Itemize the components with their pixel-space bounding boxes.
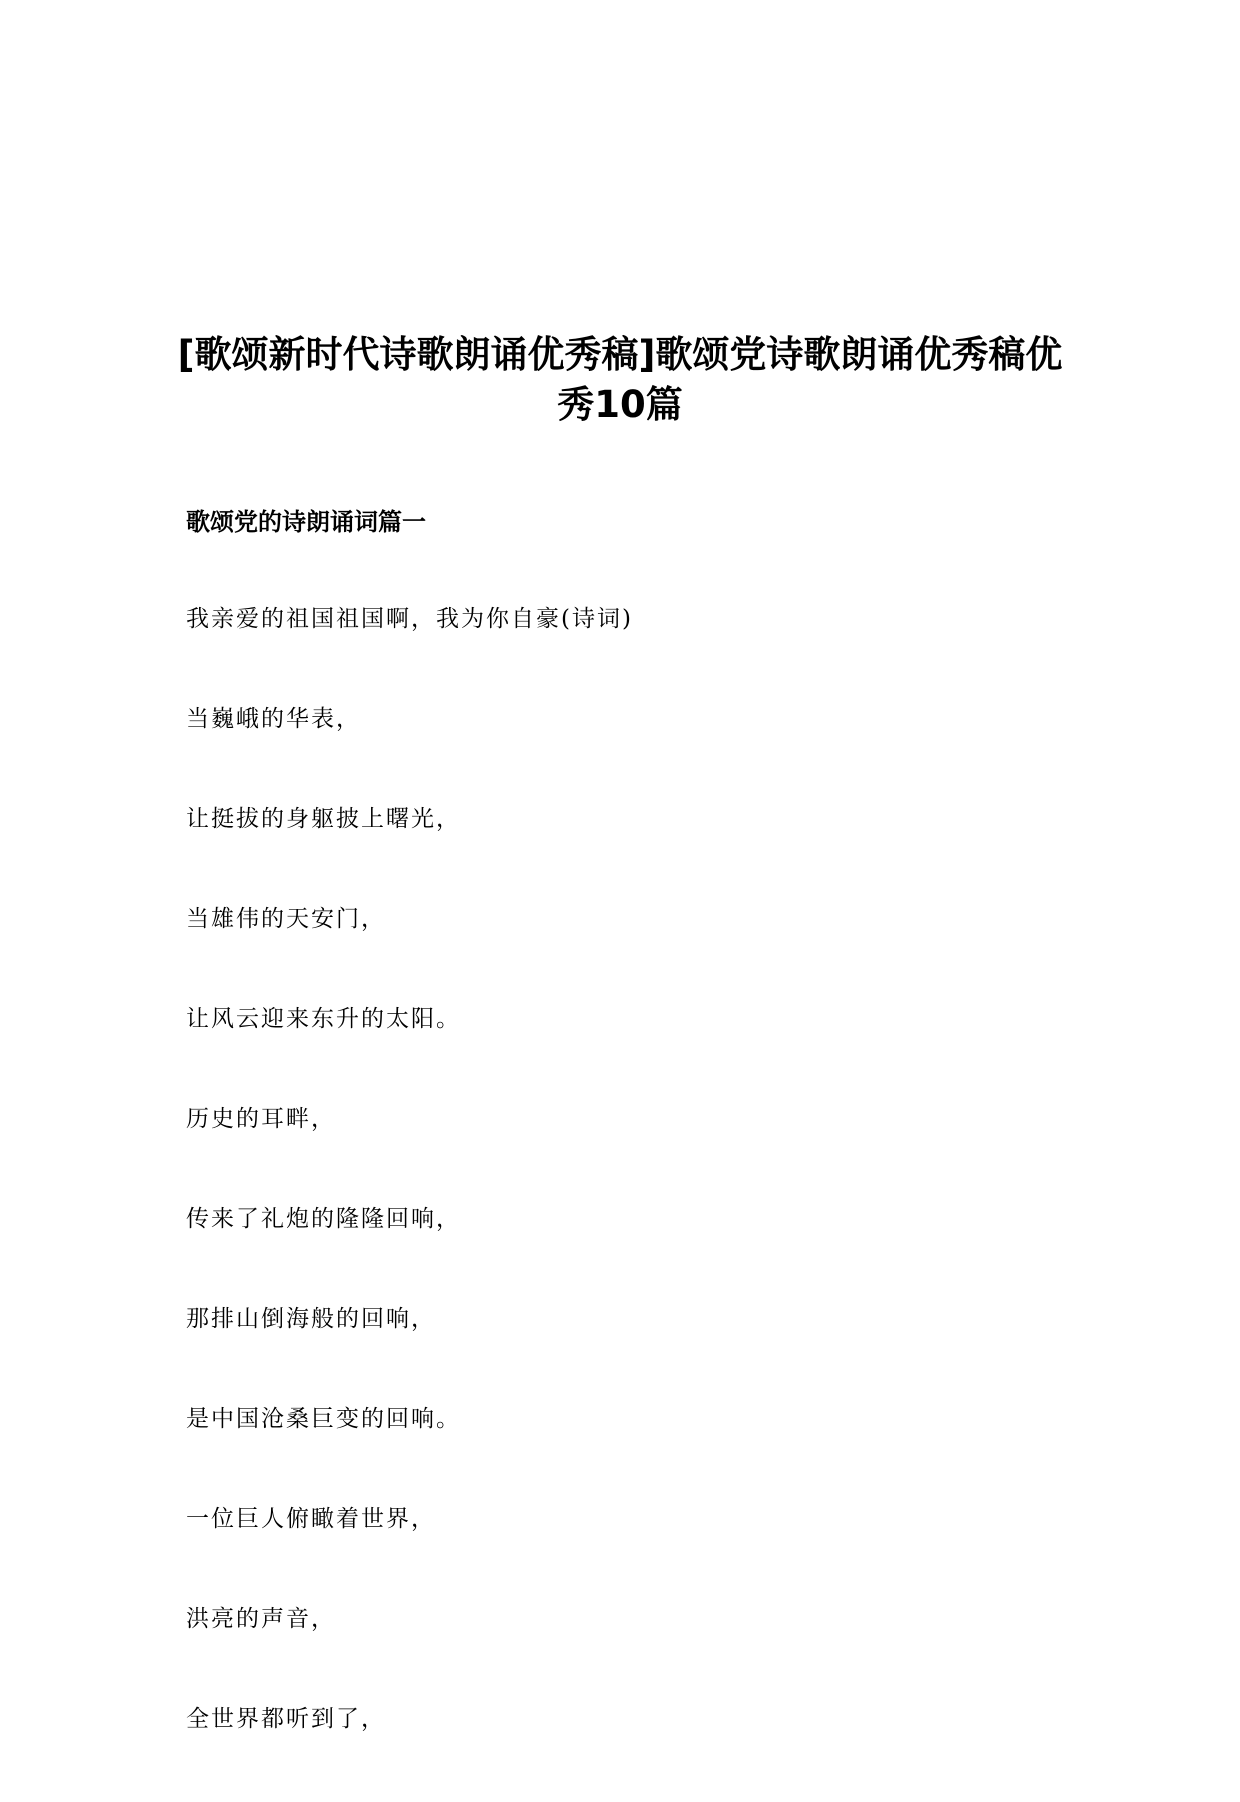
poem-line: 让挺拔的身躯披上曙光， [186,806,461,832]
document-title [160,330,1080,430]
poem-line: 洪亮的声音， [186,1606,336,1632]
poem-line: 是中国沧桑巨变的回响。 [186,1406,461,1432]
poem-line: 一位巨人俯瞰着世界， [186,1506,436,1532]
poem-line: 历史的耳畔， [186,1106,336,1132]
poem-line: 让风云迎来东升的太阳。 [186,1006,461,1032]
poem-body [186,602,633,1802]
section-heading: 歌颂党的诗朗诵词篇一 [186,508,426,536]
document-title-line-2: 秀10篇 [557,383,683,426]
poem-line: 我亲爱的祖国祖国啊，我为你自豪(诗词) [186,606,633,632]
poem-line: 全世界都听到了， [186,1706,386,1732]
document-title-line-1: [歌颂新时代诗歌朗诵优秀稿]歌颂党诗歌朗诵优秀稿优 [177,333,1063,376]
poem-line: 那排山倒海般的回响， [186,1306,436,1332]
poem-line: 当巍峨的华表， [186,706,361,732]
poem-line: 传来了礼炮的隆隆回响， [186,1206,461,1232]
poem-line: 当雄伟的天安门， [186,906,386,932]
